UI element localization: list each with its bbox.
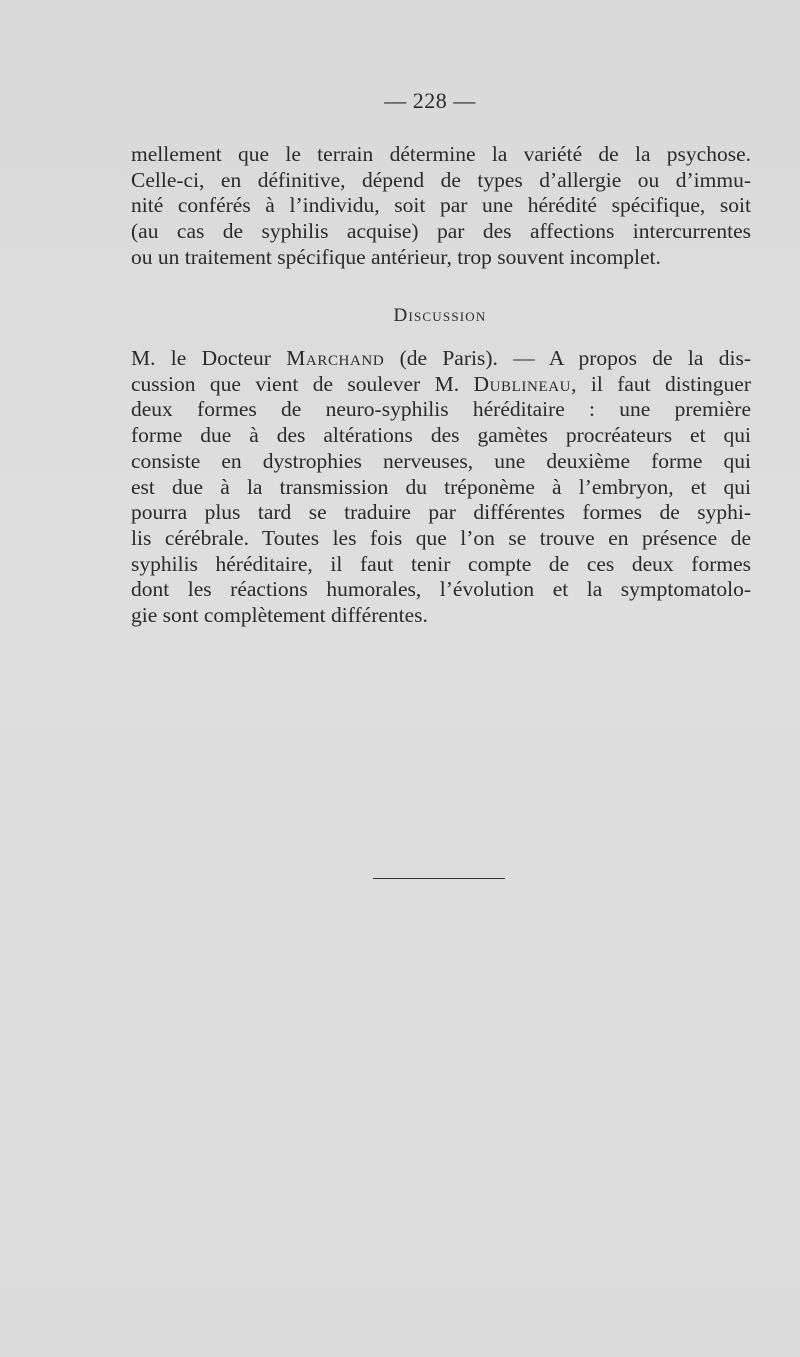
text-line: syphilis héréditaire, il faut tenir compte de ces deux formes [131, 551, 751, 576]
text-line [131, 346, 751, 372]
text-line: est due à la transmission du tréponème à l’embryon, et qui [131, 474, 751, 499]
text-line: mellement que le terrain détermine la variété de la psychose. [131, 142, 751, 166]
text-line: gie sont complètement différentes. [131, 603, 428, 628]
text-line: consiste en dystrophies nerveuses, une deuxième forme qui [131, 448, 751, 473]
text-line: dont les réactions humorales, l’évolution et la symptomatolo- [131, 577, 751, 602]
text-line: Celle-ci, en définitive, dépend de types d’allergie ou d’immu- [131, 167, 751, 192]
section-heading: Discussion [393, 305, 487, 326]
text-line: forme due à des altérations des gamètes procréateurs et qui [131, 423, 751, 448]
text-line: lis cérébrale. Toutes les fois que l’on se trouve en présence de [131, 525, 751, 550]
text-line: deux formes de neuro-syphilis héréditaire : une première [131, 397, 751, 422]
section-end-rule [373, 878, 505, 879]
discussion-paragraph [131, 346, 751, 629]
line-text: , il faut distinguer [571, 371, 751, 396]
text-line: nité conférés à l’individu, soit par une hérédité spécifique, soit [131, 193, 751, 218]
text-line: ou un traitement spécifique antérieur, trop souvent incomplet. [131, 244, 661, 269]
text-line [131, 372, 751, 398]
speaker-affiliation: (de Paris). — A propos de la dis- [384, 346, 751, 370]
page-number: — 228 — [384, 88, 476, 113]
paragraph-continuation [131, 142, 751, 271]
line-text: cussion que vient de soulever M. [131, 371, 474, 396]
speaker-name: Marchand [286, 346, 385, 370]
cited-author-name: Dublineau [473, 371, 572, 396]
speaker-title: M. le Docteur [131, 346, 287, 370]
text-line: (au cas de syphilis acquise) par des affections intercurrentes [131, 219, 751, 244]
text-line: pourra plus tard se traduire par différentes formes de syphi- [131, 500, 751, 525]
